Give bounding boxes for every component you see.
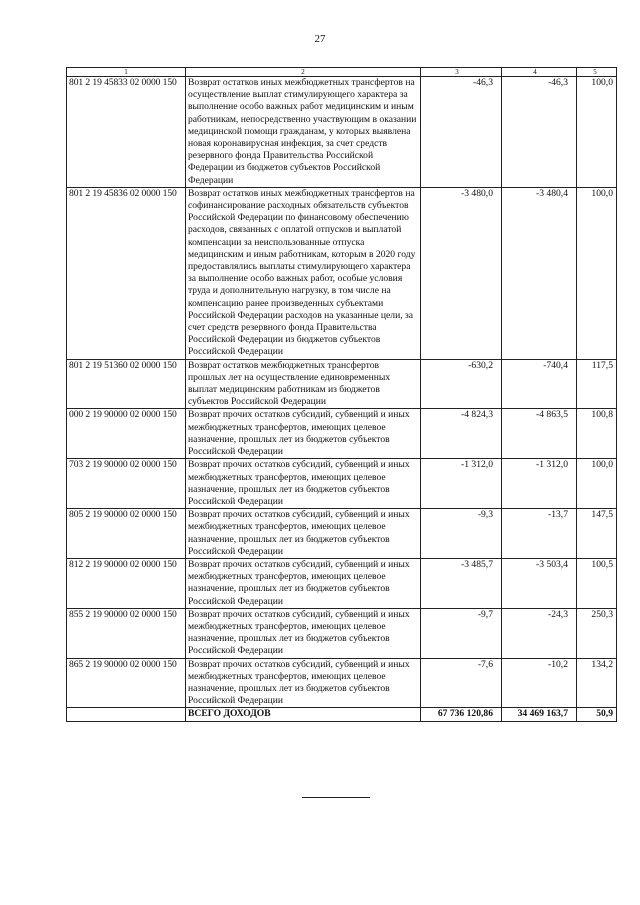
execution-percent: 100,5 (577, 558, 617, 608)
revenue-name: Возврат остатков иных межбюджетных трансфертов на софинансирование расходных обязательств субъектов Российской Федерации по финансовому обеспечению расходов, связанных с оплатой отпусков и выплатой компенсации за неиспользованные отпуска медицинским и иным работникам, которым в 2020 году предоставлялись выплаты стимулирующего характера за выполнение особо важных работ, особые условия труда и дополнительную нагрузку, в том числе на компенсацию ранее произведенных субъектами Российской Федерации расходов на указанные цели, за счет средств резервного фонда Правительства Российской Федерации из бюджетов субъектов Российской Федерации (186, 187, 421, 359)
revenue-name: Возврат прочих остатков субсидий, субвенций и иных межбюджетных трансфертов, имеющих целевое назначение, прошлых лет из бюджетов субъектов Российской Федерации (186, 608, 421, 658)
revenue-name: Возврат прочих остатков субсидий, субвенций и иных межбюджетных трансфертов, имеющих целевое назначение, прошлых лет из бюджетов субъектов Российской Федерации (186, 558, 421, 608)
revenue-name: Возврат прочих остатков субсидий, субвенций и иных межбюджетных трансфертов, имеющих целевое назначение, прошлых лет из бюджетов субъектов Российской Федерации (186, 409, 421, 459)
column-number: 5 (577, 68, 617, 77)
page-number: 27 (314, 33, 326, 45)
planned-amount: -630,2 (421, 359, 502, 409)
column-number-row (67, 68, 617, 77)
execution-percent: 147,5 (577, 509, 617, 559)
budget-code: 855 2 19 90000 02 0000 150 (67, 608, 186, 658)
executed-amount: -3 480,4 (502, 187, 577, 359)
total-code (67, 708, 186, 721)
budget-code: 801 2 19 45833 02 0000 150 (67, 77, 186, 188)
executed-amount: -46,3 (502, 77, 577, 188)
execution-percent: 100,0 (577, 77, 617, 188)
revenue-name: Возврат прочих остатков субсидий, субвенций и иных межбюджетных трансфертов, имеющих целевое назначение, прошлых лет из бюджетов субъектов Российской Федерации (186, 509, 421, 559)
execution-percent: 100,8 (577, 409, 617, 459)
total-row (67, 708, 617, 721)
executed-amount: -10,2 (502, 658, 577, 708)
total-execution-percent: 50,9 (577, 708, 617, 721)
execution-percent: 100,0 (577, 459, 617, 509)
table-row (67, 459, 617, 509)
budget-code: 812 2 19 90000 02 0000 150 (67, 558, 186, 608)
column-number: 3 (421, 68, 502, 77)
table-row (67, 558, 617, 608)
revenue-name: Возврат прочих остатков субсидий, субвенций и иных межбюджетных трансфертов, имеющих целевое назначение, прошлых лет из бюджетов субъектов Российской Федерации (186, 658, 421, 708)
column-number: 2 (186, 68, 421, 77)
executed-amount: -1 312,0 (502, 459, 577, 509)
execution-percent: 100,0 (577, 187, 617, 359)
table-row (67, 409, 617, 459)
revenue-name: Возврат остатков межбюджетных трансфертов прошлых лет на осуществление единовременных выплат медицинским работникам из бюджетов субъектов Российской Федерации (186, 359, 421, 409)
planned-amount: -1 312,0 (421, 459, 502, 509)
total-label: ВСЕГО ДОХОДОВ (186, 708, 421, 721)
executed-amount: -24,3 (502, 608, 577, 658)
budget-code: 801 2 19 51360 02 0000 150 (67, 359, 186, 409)
planned-amount: -4 824,3 (421, 409, 502, 459)
budget-code: 703 2 19 90000 02 0000 150 (67, 459, 186, 509)
execution-percent: 250,3 (577, 608, 617, 658)
column-number: 1 (67, 68, 186, 77)
revenue-table (66, 67, 617, 722)
total-executed-amount: 34 469 163,7 (502, 708, 577, 721)
revenue-name: Возврат прочих остатков субсидий, субвенций и иных межбюджетных трансфертов, имеющих целевое назначение, прошлых лет из бюджетов субъектов Российской Федерации (186, 459, 421, 509)
end-divider (302, 797, 370, 798)
revenue-name: Возврат остатков иных межбюджетных трансфертов на осуществление выплат стимулирующего характера за выполнение особо важных работ медицинским и иным работникам, непосредственно участвующим в оказании медицинской помощи гражданам, у которых выявлена новая коронавирусная инфекция, за счет средств резервного фонда Правительства Российской Федерации из бюджетов субъектов Российской Федерации (186, 77, 421, 188)
budget-code: 000 2 19 90000 02 0000 150 (67, 409, 186, 459)
table-row (67, 187, 617, 359)
table-row (67, 509, 617, 559)
executed-amount: -3 503,4 (502, 558, 577, 608)
budget-code: 805 2 19 90000 02 0000 150 (67, 509, 186, 559)
planned-amount: -46,3 (421, 77, 502, 188)
planned-amount: -7,6 (421, 658, 502, 708)
column-number: 4 (502, 68, 577, 77)
execution-percent: 117,5 (577, 359, 617, 409)
table-row (67, 608, 617, 658)
budget-code: 801 2 19 45836 02 0000 150 (67, 187, 186, 359)
table-row (67, 359, 617, 409)
planned-amount: -3 480,0 (421, 187, 502, 359)
table-row (67, 658, 617, 708)
executed-amount: -13,7 (502, 509, 577, 559)
budget-code: 865 2 19 90000 02 0000 150 (67, 658, 186, 708)
executed-amount: -4 863,5 (502, 409, 577, 459)
planned-amount: -9,3 (421, 509, 502, 559)
planned-amount: -3 485,7 (421, 558, 502, 608)
total-planned-amount: 67 736 120,86 (421, 708, 502, 721)
executed-amount: -740,4 (502, 359, 577, 409)
planned-amount: -9,7 (421, 608, 502, 658)
execution-percent: 134,2 (577, 658, 617, 708)
table-row (67, 77, 617, 188)
